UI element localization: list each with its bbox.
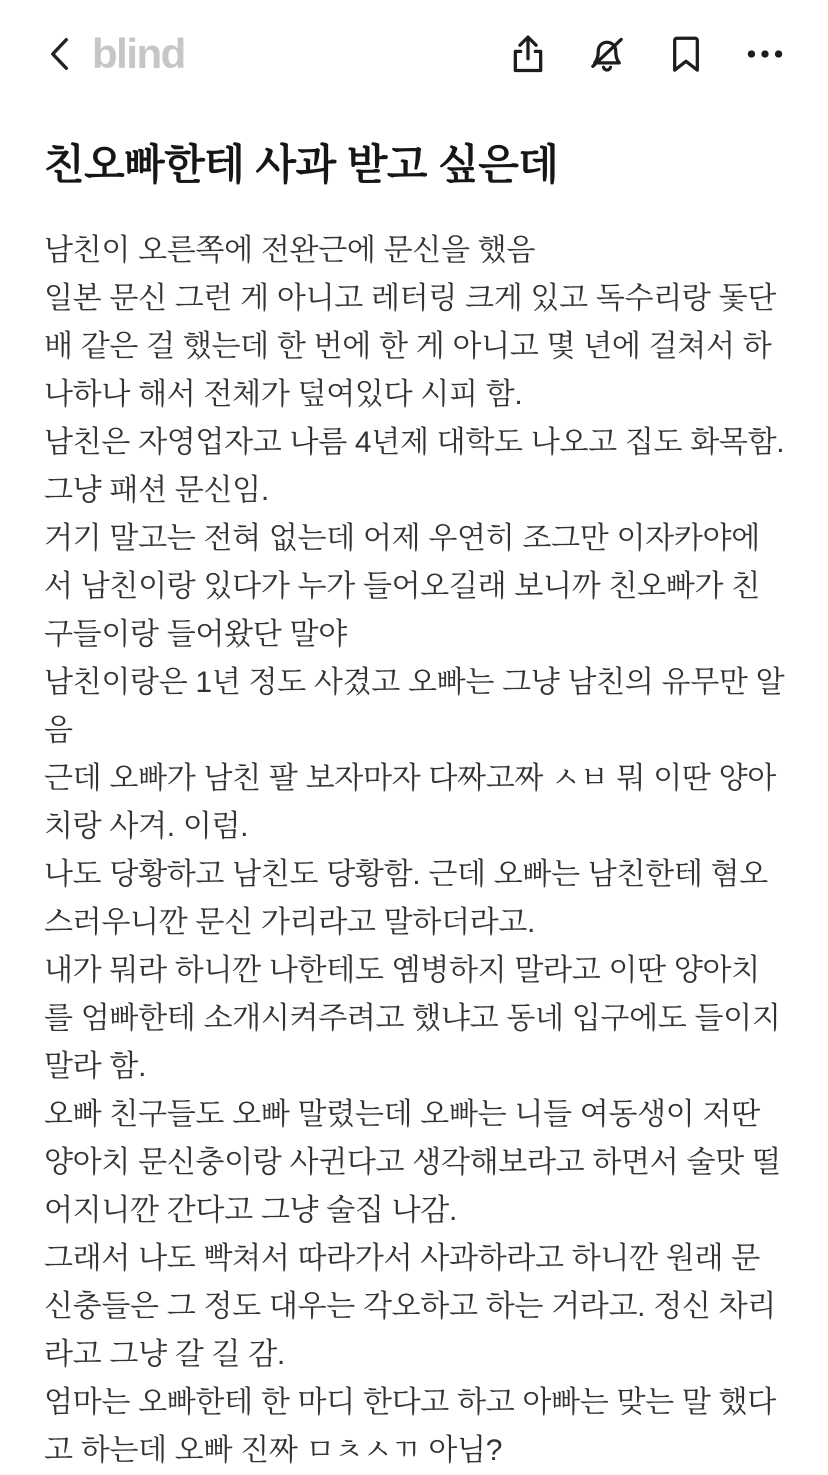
post-paragraph: 남친이 오른쪽에 전완근에 문신을 했음 — [44, 233, 536, 267]
post-paragraph: 엄마는 오빠한테 한 마디 한다고 하고 아빠는 맞는 말 했다고 하는데 오빠 진짜 ㅁㅊㅅㄲ 아님? — [44, 1385, 776, 1467]
post-paragraph: 근데 오빠가 남친 팔 보자마자 다짜고짜 ㅅㅂ 뭐 이딴 양아치랑 사겨. 이럼. — [44, 761, 776, 843]
share-icon — [505, 31, 551, 77]
top-navigation-bar — [0, 24, 828, 84]
post-paragraph: 오빠 친구들도 오빠 말렸는데 오빠는 니들 여동생이 저딴 양아치 문신충이랑 사귄다고 생각해보라고 하면서 술맛 떨어지니깐 간다고 그냥 술집 나감. — [44, 1097, 781, 1227]
bookmark-icon — [663, 31, 709, 77]
post-paragraph: 일본 문신 그런 게 아니고 레터링 크게 있고 독수리랑 돛단배 같은 걸 했는데 한 번에 한 게 아니고 몇 년에 걸쳐서 하나하나 해서 전체가 덮여있다 시피 함. — [44, 281, 776, 411]
blind-logo: blind — [92, 30, 185, 77]
post-title: 친오빠한테 사과 받고 싶은데 — [44, 141, 559, 188]
share-button[interactable] — [505, 31, 551, 77]
post-paragraph: 남친은 자영업자고 나름 4년제 대학도 나오고 집도 화목함. — [44, 425, 785, 459]
topbar-actions — [505, 31, 788, 77]
more-icon — [743, 32, 787, 76]
post-detail — [0, 140, 828, 1475]
more-button[interactable] — [742, 31, 788, 77]
post-paragraph: 나도 당황하고 남친도 당황함. 근데 오빠는 남친한테 혐오스러우니깐 문신 가리라고 말하더라고. — [44, 857, 768, 939]
post-paragraph: 거기 말고는 전혀 없는데 어제 우연히 조그만 이자카야에서 남친이랑 있다가 누가 들어오길래 보니까 친오빠가 친구들이랑 들어왔단 말야 — [44, 521, 760, 651]
chevron-left-icon — [43, 34, 79, 74]
post-paragraph: 그냥 패션 문신임. — [44, 473, 269, 507]
post-paragraph: 남친이랑은 1년 정도 사겼고 오빠는 그냥 남친의 유무만 알음 — [44, 665, 785, 747]
notifications-off-icon — [584, 31, 630, 77]
topbar-left-group — [42, 32, 185, 76]
notifications-off-button[interactable] — [584, 31, 630, 77]
post-paragraph: 그래서 나도 빡쳐서 따라가서 사과하라고 하니깐 원래 문신충들은 그 정도 대우는 각오하고 하는 거라고. 정신 차리라고 그냥 갈 길 감. — [44, 1241, 776, 1371]
back-button[interactable] — [42, 32, 80, 76]
post-paragraph: 내가 뭐라 하니깐 나한테도 옘병하지 말라고 이딴 양아치를 엄빠한테 소개시켜주려고 했냐고 동네 입구에도 들이지 말라 함. — [44, 953, 781, 1083]
bookmark-button[interactable] — [663, 31, 709, 77]
post-body — [44, 227, 786, 1475]
